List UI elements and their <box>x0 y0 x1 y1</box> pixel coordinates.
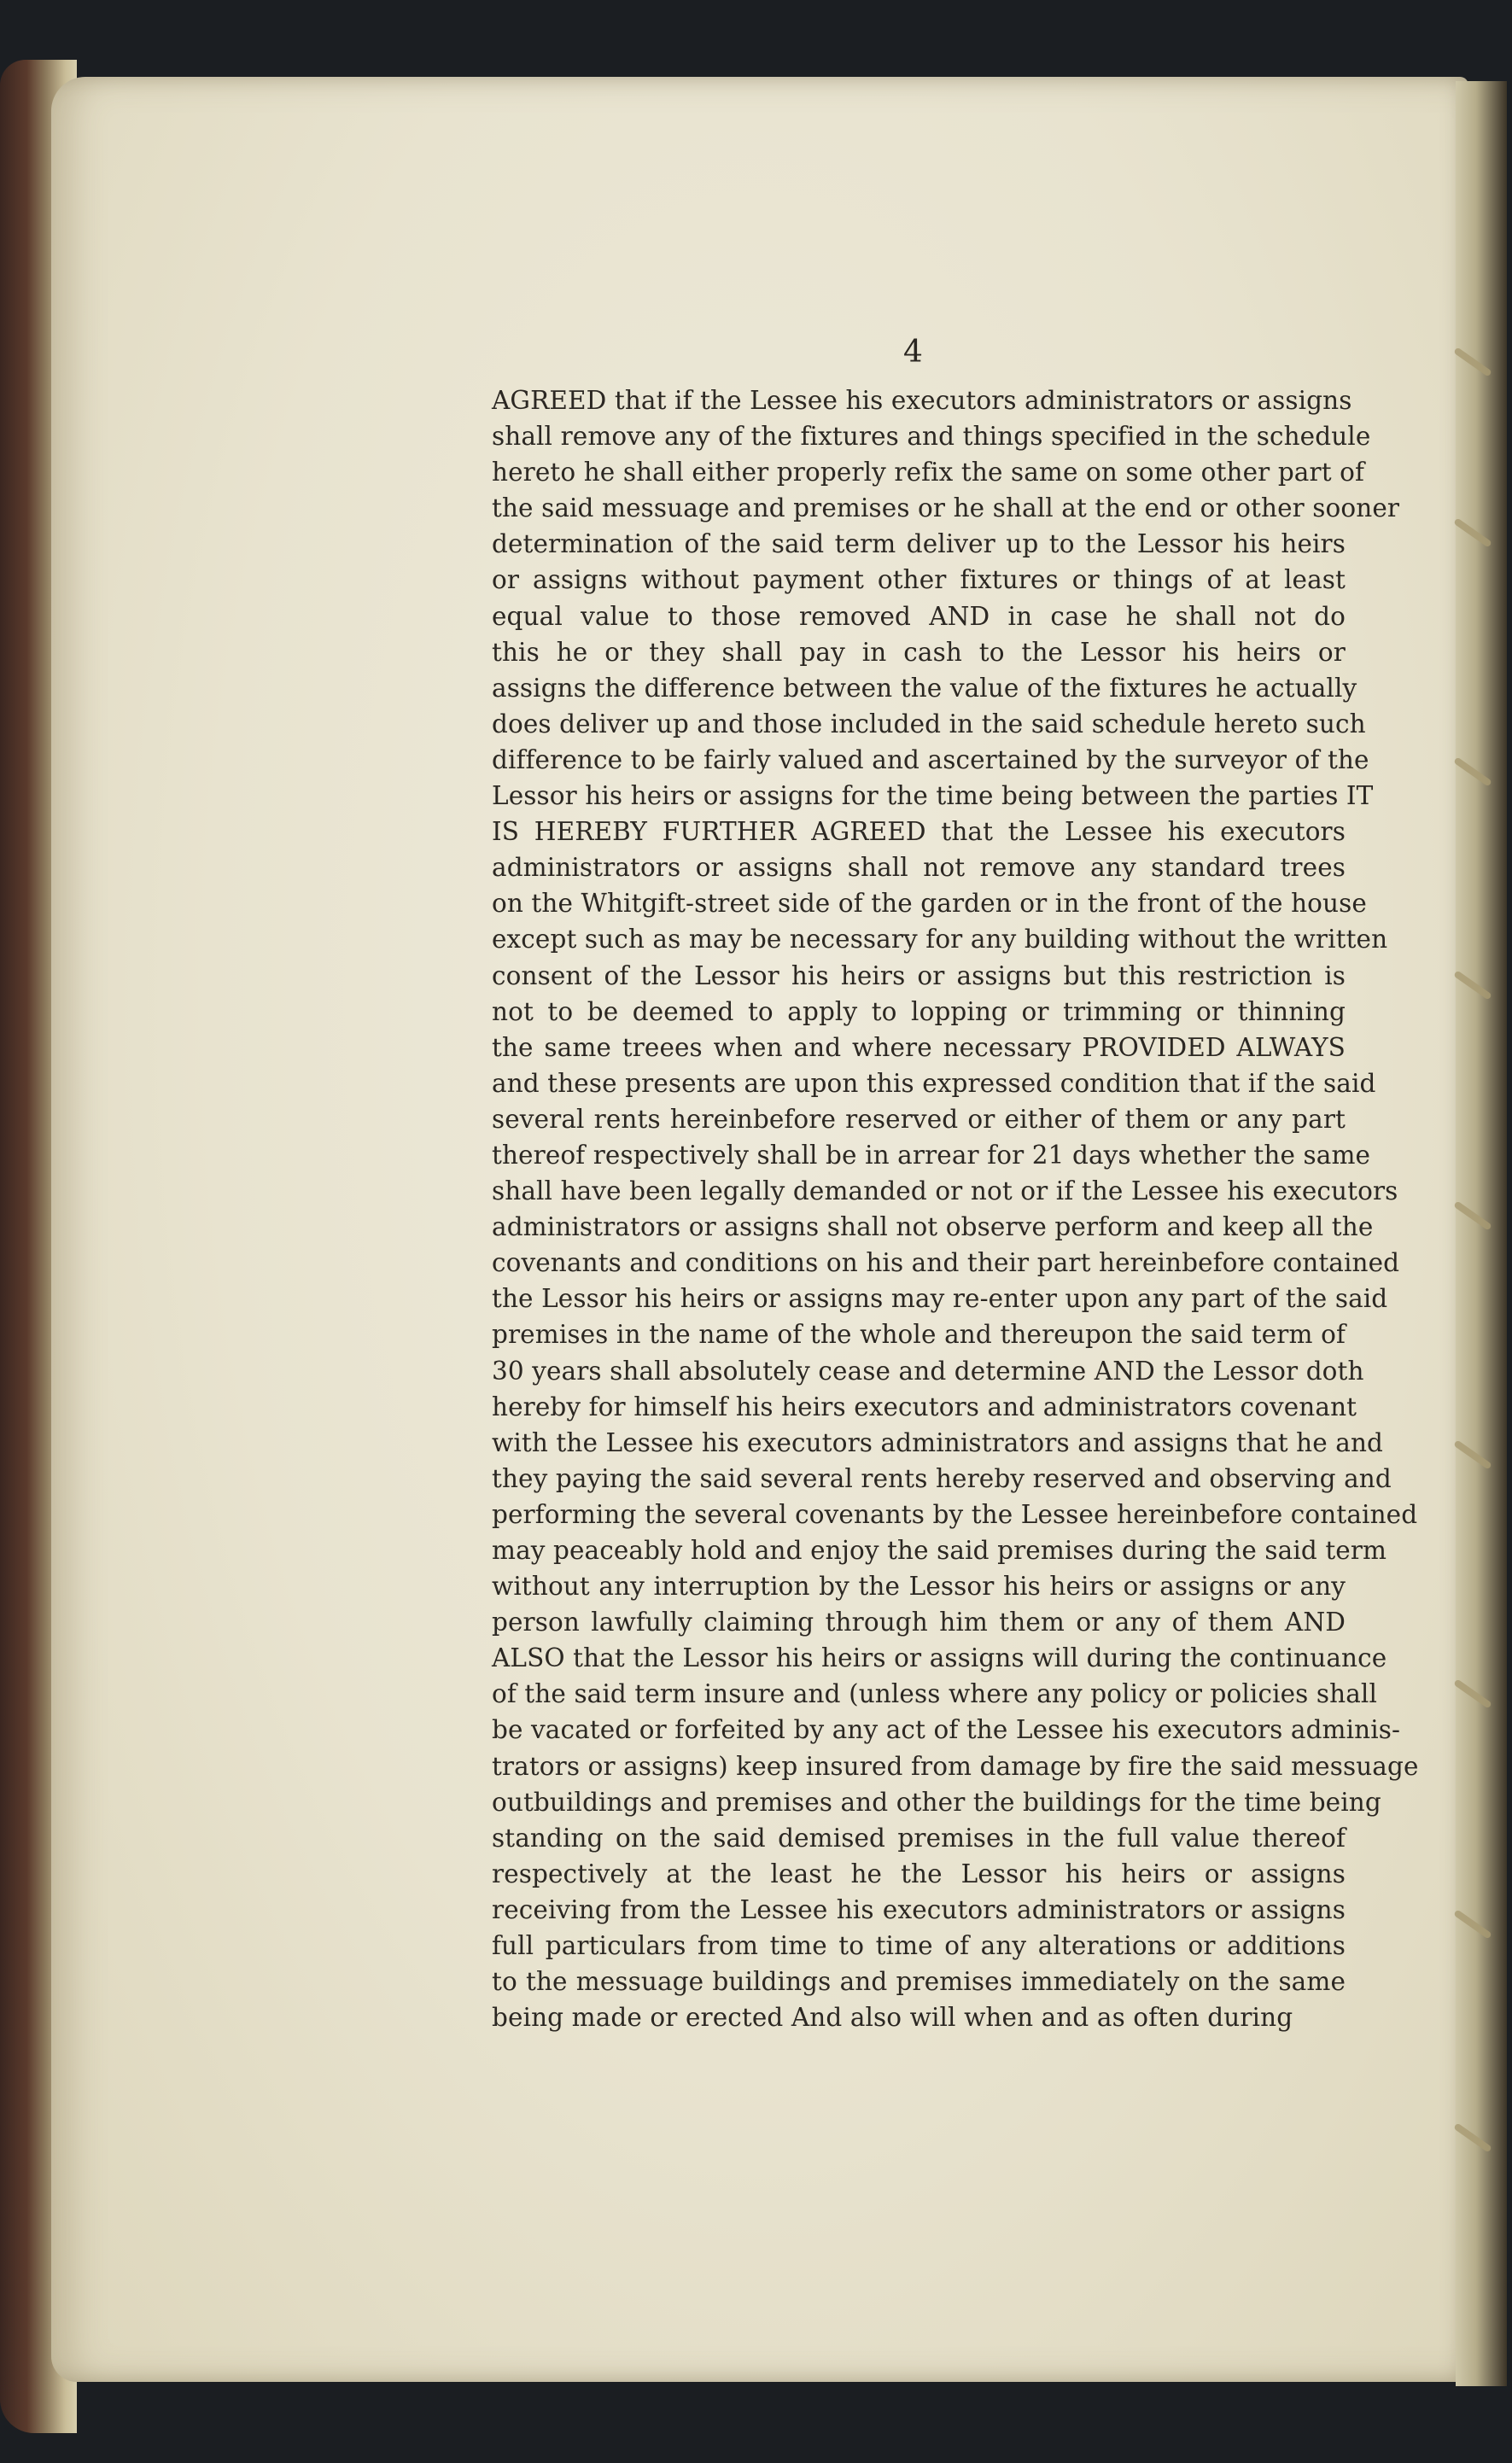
text-line: equal value to those removed AND in case he shall not do <box>492 601 1346 631</box>
text-line: covenants and conditions on his and their part hereinbefore contained <box>492 1248 1400 1278</box>
text-line: determination of the said term deliver up to the Lessor his heirs <box>492 529 1346 559</box>
text-line: thereof respectively shall be in arrear for 21 days whether the same <box>492 1140 1371 1170</box>
text-line: or assigns without payment other fixtures or things of at least <box>492 565 1346 595</box>
text-line: hereto he shall either properly refix the same on some other part of <box>492 458 1364 487</box>
text-line: administrators or assigns shall not observe perform and keep all the <box>492 1212 1374 1242</box>
text-line: and these presents are upon this expressed condition that if the said <box>492 1068 1376 1098</box>
text-line: receiving from the Lessee his executors administrators or assigns <box>492 1894 1346 1924</box>
text-line: shall remove any of the fixtures and things specified in the schedule <box>492 422 1371 452</box>
text-line: be vacated or forfeited by any act of the Lessee his executors adminis- <box>492 1715 1401 1745</box>
text-line: Lessor his heirs or assigns for the time being between the parties IT <box>492 781 1374 811</box>
text-line: administrators or assigns shall not remove any standard trees <box>492 853 1346 883</box>
text-line: premises in the name of the whole and thereupon the said term of <box>492 1320 1346 1350</box>
text-line: does deliver up and those included in the said schedule hereto such <box>492 709 1366 738</box>
text-line: full particulars from time to time of any alterations or additions <box>492 1931 1346 1961</box>
text-line: being made or erected And also will when and as often during <box>492 2003 1293 2033</box>
text-line: shall have been legally demanded or not or if the Lessee his executors <box>492 1176 1398 1206</box>
text-line: AGREED that if the Lessee his executors administrators or assigns <box>492 386 1352 415</box>
text-line: may peaceably hold and enjoy the said premises during the said term <box>492 1536 1387 1565</box>
text-line: they paying the said several rents hereby reserved and observing and <box>492 1463 1392 1493</box>
text-line: difference to be fairly valued and ascertained by the surveyor of the <box>492 744 1369 774</box>
text-line: the said messuage and premises or he shall at the end or other sooner <box>492 493 1400 523</box>
text-line: not to be deemed to apply to lopping or trimming or thinning <box>492 996 1346 1026</box>
text-line: of the said term insure and (unless where any policy or policies shall <box>492 1679 1377 1709</box>
text-line: the Lessor his heirs or assigns may re-enter upon any part of the said <box>492 1284 1388 1314</box>
text-line: except such as may be necessary for any building without the written <box>492 925 1388 954</box>
text-line: on the Whitgift-street side of the garden or in the front of the house <box>492 889 1367 919</box>
text-line: without any interruption by the Lessor his heirs or assigns or any <box>492 1572 1346 1602</box>
text-line: this he or they shall pay in cash to the Lessor his heirs or <box>492 637 1346 667</box>
text-line: assigns the difference between the value of the fixtures he actually <box>492 673 1357 703</box>
text-line: standing on the said demised premises in the full value thereof <box>492 1823 1346 1853</box>
text-line: ALSO that the Lessor his heirs or assigns will during the continuance <box>492 1643 1387 1673</box>
text-line: to the messuage buildings and premises immediately on the same <box>492 1967 1346 1997</box>
text-line: hereby for himself his heirs executors and administrators covenant <box>492 1392 1357 1421</box>
text-line: respectively at the least he the Lessor his heirs or assigns <box>492 1859 1346 1888</box>
text-line: person lawfully claiming through him them or any of them AND <box>492 1608 1346 1637</box>
text-line: 30 years shall absolutely cease and determine AND the Lessor doth <box>492 1356 1364 1386</box>
body-text <box>492 382 1419 2035</box>
text-line: performing the several covenants by the Lessee hereinbefore contained <box>492 1499 1418 1529</box>
text-line: outbuildings and premises and other the buildings for the time being <box>492 1787 1381 1817</box>
text-line: the same treees when and where necessary PROVIDED ALWAYS <box>492 1032 1346 1062</box>
text-line: trators or assigns) keep insured from damage by fire the said messuage <box>492 1751 1419 1781</box>
page-number: 4 <box>903 335 923 370</box>
text-line: several rents hereinbefore reserved or either of them or any part <box>492 1104 1346 1134</box>
book-gutter <box>1456 81 1507 2386</box>
text-line: IS HEREBY FURTHER AGREED that the Lessee his executors <box>492 817 1346 847</box>
text-line: consent of the Lessor his heirs or assigns but this restriction is <box>492 960 1346 990</box>
text-line: with the Lessee his executors administrators and assigns that he and <box>492 1427 1384 1457</box>
